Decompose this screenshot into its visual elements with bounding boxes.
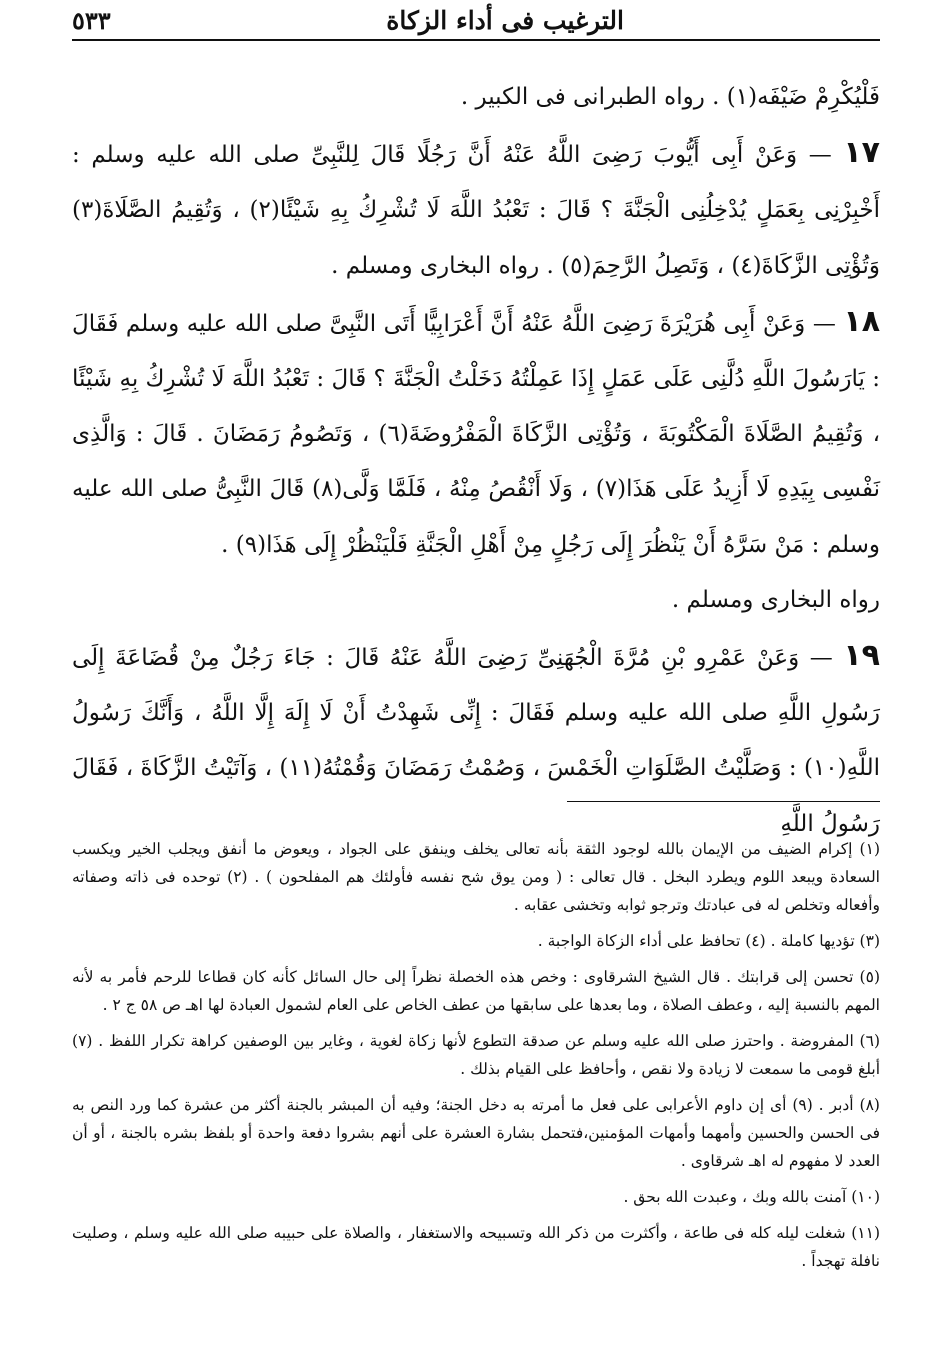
footnote: (٣) تؤديها كاملة . (٤) تحافظ على أداء الزكاة الواجبة . [537, 932, 880, 950]
hadith-19 [72, 628, 880, 852]
footnote: (٦) المفروضة . واحترز صلى الله عليه وسلم عن صدقة التطوع لأنها زكاة لغوية ، وغاير بين الوصفين كراهة تكرار اللفظ . (٧) أبلغ قومى ما سمعت لا زيادة ولا نقص ، وأحافظ على القيام بذلك . [72, 1032, 880, 1078]
footnote: (٨) أدبر . (٩) أى إن داوم الأعرابى على فعل ما أمرته به دخل الجنة؛ وفيه أن المبشر بالجنة أكثر من عشرة كما ورد النص به فى الحسن والحسين وأمهما وأمهات المؤمنين،فتحمل بشارة العشرة على أنهم بشروا دفعة واحدة أو بلفظ بشره بالجنة ، أو أن العدد لا مفهوم له اهـ شرقاوى . [72, 1096, 880, 1170]
running-title: الترغيب فى أداء الزكاة [386, 5, 624, 35]
hadith-text: — وَعَنْ أَبِى أَيُّوبَ رَضِىَ اللَّهُ عَنْهُ أَنَّ رَجُلًا قَالَ لِلنَّبِىِّ صلى الله عليه وسلم : أَخْبِرْنِى بِعَمَلٍ يُدْخِلُنِى الْجَنَّةَ ؟ قَالَ : تَعْبُدُ اللَّهَ لَا تُشْرِكُ بِهِ شَيْئًا(٢) ، وَتُقِيمُ الصَّلَاةَ(٣) وَتُؤْتِى الزَّكَاةَ(٤) ، وَتَصِلُ الرَّحِمَ(٥) . رواه البخارى ومسلم . [72, 142, 880, 279]
main-text [72, 70, 880, 852]
hadith-17 [72, 125, 880, 294]
continuation-paragraph: فَلْيُكْرِمْ ضَيْفَه(١) . رواه الطبرانى فى الكبير . [460, 84, 880, 110]
hadith-18 [72, 294, 880, 573]
hadith-number: ١٨ [843, 303, 881, 339]
book-page [72, 0, 880, 1372]
page-number: ٥٣٣ [72, 5, 111, 35]
footnotes [72, 835, 880, 1283]
footnote: (٥) تحسن إلى قرابتك . قال الشيخ الشرقاوى : وخص هذه الخصلة نظراً إلى حال السائل كأنه كان قطاعا للرحم فأمر به لأنه المهم بالنسبة إليه ، وعطف الصلاة ، وما بعدها على سابقها من عطف الخاص على العام لشمول العبادة لها اهـ ص ٥٨ ج ٢ . [72, 968, 880, 1014]
hadith-number: ١٩ [843, 638, 880, 674]
hadith-text: — وَعَنْ أَبِى هُرَيْرَةَ رَضِىَ اللَّهُ عَنْهُ أَنَّ أَعْرَابِيًّا أَتَى النَّبِىَّ صلى الله عليه وسلم فَقَالَ : يَارَسُولَ اللَّهِ دُلَّنِى عَلَى عَمَلٍ إِذَا عَمِلْتُهُ دَخَلْتُ الْجَنَّةَ ؟ قَالَ : تَعْبُدُ اللَّهَ لَا تُشْرِكُ بِهِ شَيْئًا ، وَتُقِيمُ الصَّلَاةَ الْمَكْتُوبَةَ ، وَتُؤْتِى الزَّكَاةَ الْمَفْرُوضَةَ(٦) ، وَتَصُومُ رَمَضَانَ . قَالَ : وَالَّذِى نَفْسِى بِيَدِهِ لَا أَزِيدُ عَلَى هَذَا(٧) ، وَلَا أَنْقُصُ مِنْهُ ، فَلَمَّا وَلَّى(٨) قَالَ النَّبِىُّ صلى الله عليه وسلم : مَنْ سَرَّهُ أَنْ يَنْظُرَ إِلَى رَجُلٍ مِنْ أَهْلِ الْجَنَّةِ فَلْيَنْظُرْ إِلَى هَذَا(٩) . [72, 310, 881, 558]
footnote: (١٠) آمنت بالله وبك ، وعبدت الله بحق . [623, 1188, 880, 1206]
hadith-source: رواه البخارى ومسلم . [671, 586, 880, 613]
running-header [72, 2, 880, 38]
hadith-text: — وَعَنْ عَمْرِو بْنِ مُرَّةَ الْجُهَنِىِّ رَضِىَ اللَّهُ عَنْهُ قَالَ : جَاءَ رَجُلٌ مِنْ قُضَاعَةَ إِلَى رَسُولِ اللَّهِ صلى الله عليه وسلم فَقَالَ : إِنِّى شَهِدْتُ أَنْ لَا إِلَهَ إِلَّا اللَّهُ ، وَأَنَّكَ رَسُولُ اللَّهِ(١٠) : وَصَلَّيْتُ الصَّلَوَاتِ الْخَمْسَ ، وَصُمْتُ رَمَضَانَ وَقُمْتُهُ(١١) ، وَآتَيْتُ الزَّكَاةَ ، فَقَالَ رَسُولُ اللَّهِ [72, 645, 880, 837]
header-rule [72, 39, 880, 41]
footnote: (١١) شغلت ليله كله فى طاعة ، وأكثرت من ذكر الله وتسبيحه والاستغفار ، والصلاة على حبيبه صلى الله عليه وسلم ، وصليت نافلة تهجداً . [72, 1224, 880, 1270]
footnote: (١) إكرام الضيف من الإيمان بالله لوجود الثقة بأنه تعالى يخلف وينفق على الجواد ، ويعوض ما أنفق ويجلب الخير ويكسب السعادة ويبعد اللوم ويطرد البخل . قال تعالى : ( ومن يوق شح نفسه فأولئك هم المفلحون ) . (٢) توحده فى ذاته وصفاته وأفعاله وتخلص له فى عبادتك وترجو ثوابه وتخشى عقابه . [72, 840, 880, 914]
footnote-separator [567, 801, 880, 802]
hadith-number: ١٧ [843, 135, 880, 171]
